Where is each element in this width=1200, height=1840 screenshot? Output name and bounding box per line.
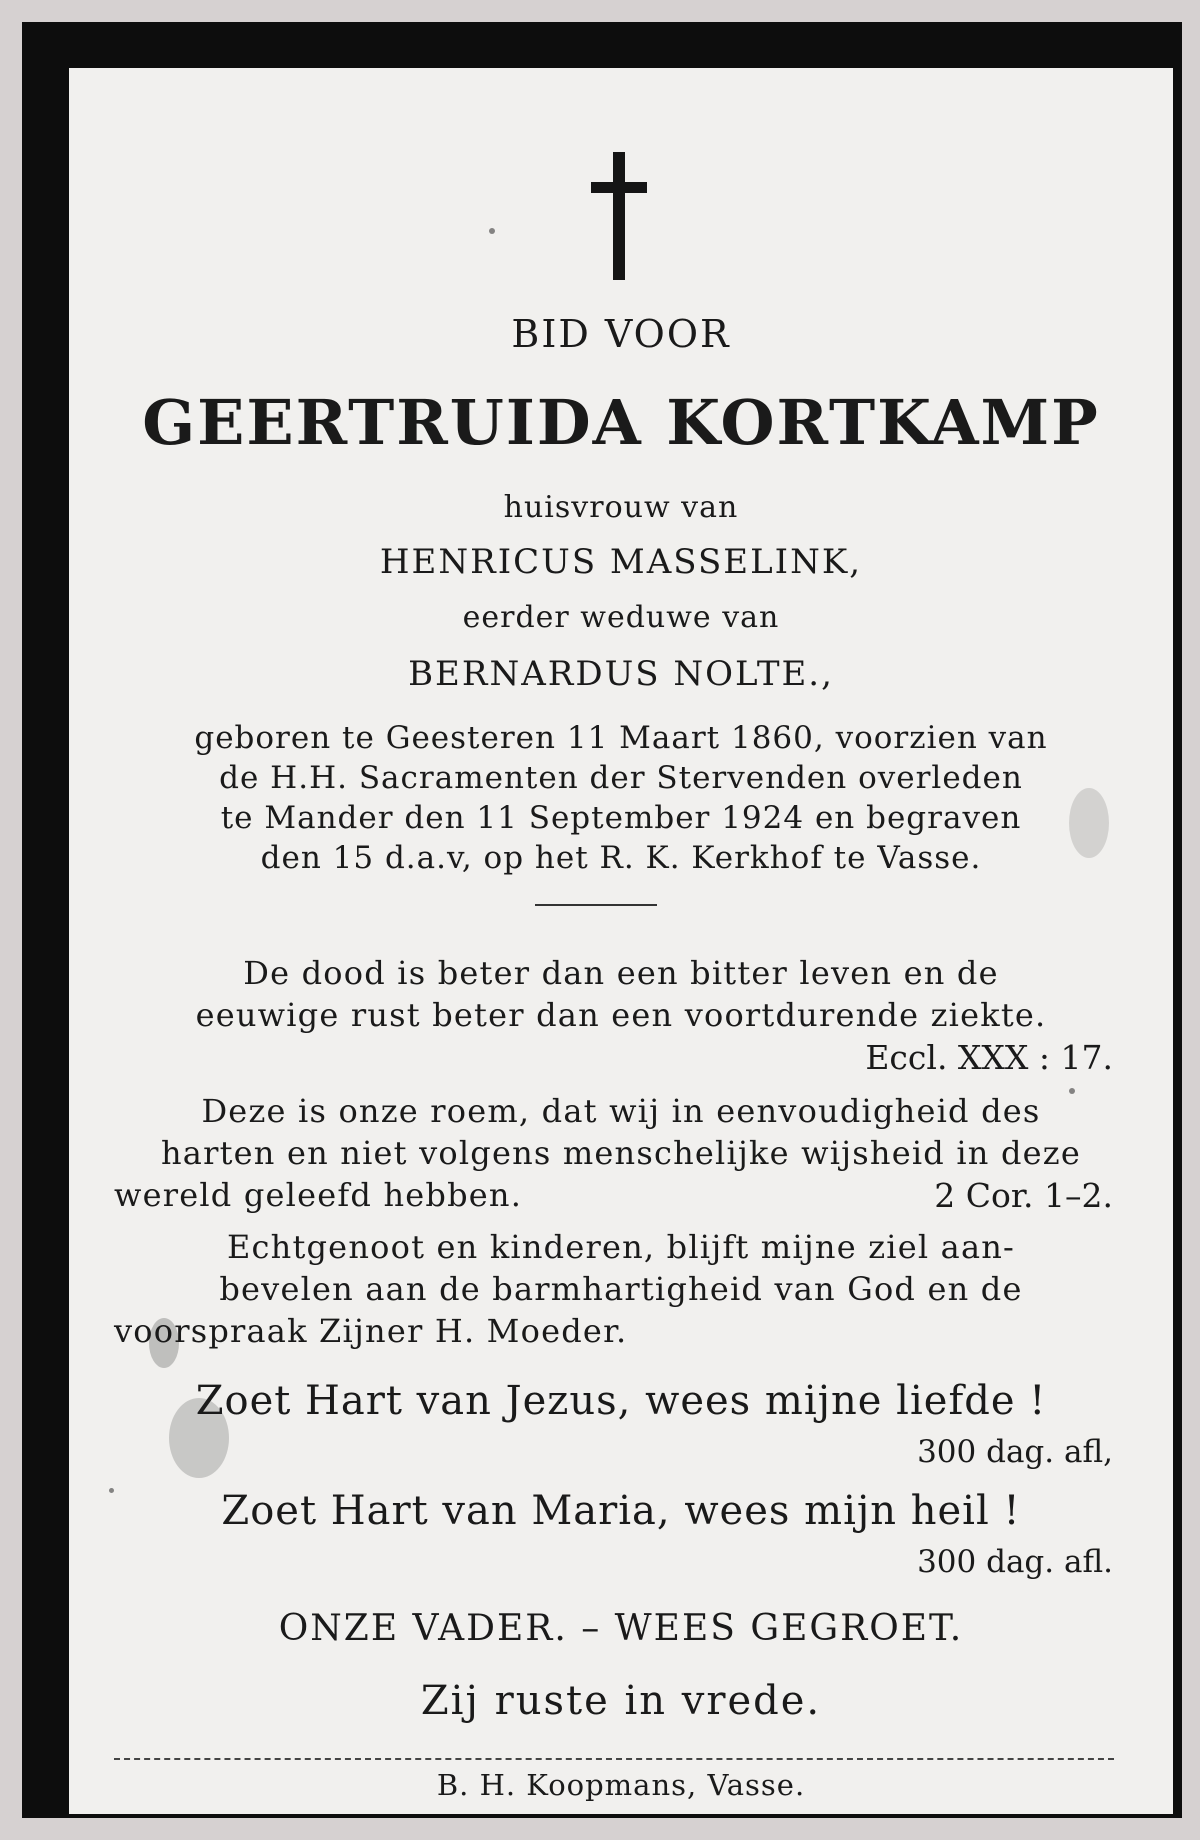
- bio-line: de H.H. Sacramenten der Stervenden overleden: [219, 760, 1023, 796]
- quote-line: bevelen aan de barmhartigheid van God en de: [219, 1270, 1023, 1308]
- prayer-line: Zoet Hart van Jezus, wees mijne liefde !: [195, 1378, 1047, 1424]
- onze-vader-line: ONZE VADER. – WEES GEGROET.: [278, 1608, 964, 1649]
- former-husband-name: BERNARDUS NOLTE.,: [408, 654, 834, 694]
- printer-credit: B. H. Koopmans, Vasse.: [436, 1768, 806, 1802]
- prayer-line: Zoet Hart van Maria, wees mijn heil !: [221, 1488, 1021, 1534]
- photo-frame: [22, 22, 1182, 1818]
- rust-in-vrede: Zij ruste in vrede.: [420, 1678, 822, 1724]
- deceased-name: GEERTRUIDA KORTKAMP: [142, 386, 1100, 459]
- bio-line: geboren te Geesteren 11 Maart 1860, voorzien van: [194, 720, 1048, 756]
- quote-line: voorspraak Zijner H. Moeder.: [114, 1312, 628, 1350]
- bid-voor: BID VOOR: [511, 312, 731, 356]
- bio-line: te Mander den 11 September 1924 en begraven: [220, 800, 1022, 836]
- speck: [489, 228, 495, 234]
- memorial-card: [69, 68, 1173, 1814]
- quote-reference: 2 Cor. 1–2.: [934, 1176, 1113, 1215]
- quote-line: harten en niet volgens menschelijke wijsheid in deze: [160, 1134, 1081, 1172]
- latin-cross-icon: [591, 152, 647, 280]
- indulgence-note: 300 dag. afl,: [917, 1434, 1113, 1470]
- eerder-weduwe-van: eerder weduwe van: [462, 600, 780, 635]
- huisvrouw-van: huisvrouw van: [503, 490, 739, 525]
- bottom-divider: [114, 1758, 1114, 1760]
- quote-line: De dood is beter dan een bitter leven en de: [243, 954, 999, 992]
- indulgence-note: 300 dag. afl.: [917, 1544, 1113, 1580]
- bio-line: den 15 d.a.v, op het R. K. Kerkhof te Vasse.: [260, 840, 982, 876]
- quote-line: eeuwige rust beter dan een voortdurende ziekte.: [195, 996, 1047, 1034]
- divider: [535, 904, 657, 906]
- quote-line: Echtgenoot en kinderen, blijft mijne ziel aan-: [226, 1228, 1016, 1266]
- quote-line: wereld geleefd hebben.: [114, 1176, 523, 1214]
- quote-line: Deze is onze roem, dat wij in eenvoudigheid des: [201, 1092, 1041, 1130]
- husband-name: HENRICUS MASSELINK,: [379, 542, 863, 582]
- quote-reference: Eccl. XXX : 17.: [865, 1038, 1113, 1077]
